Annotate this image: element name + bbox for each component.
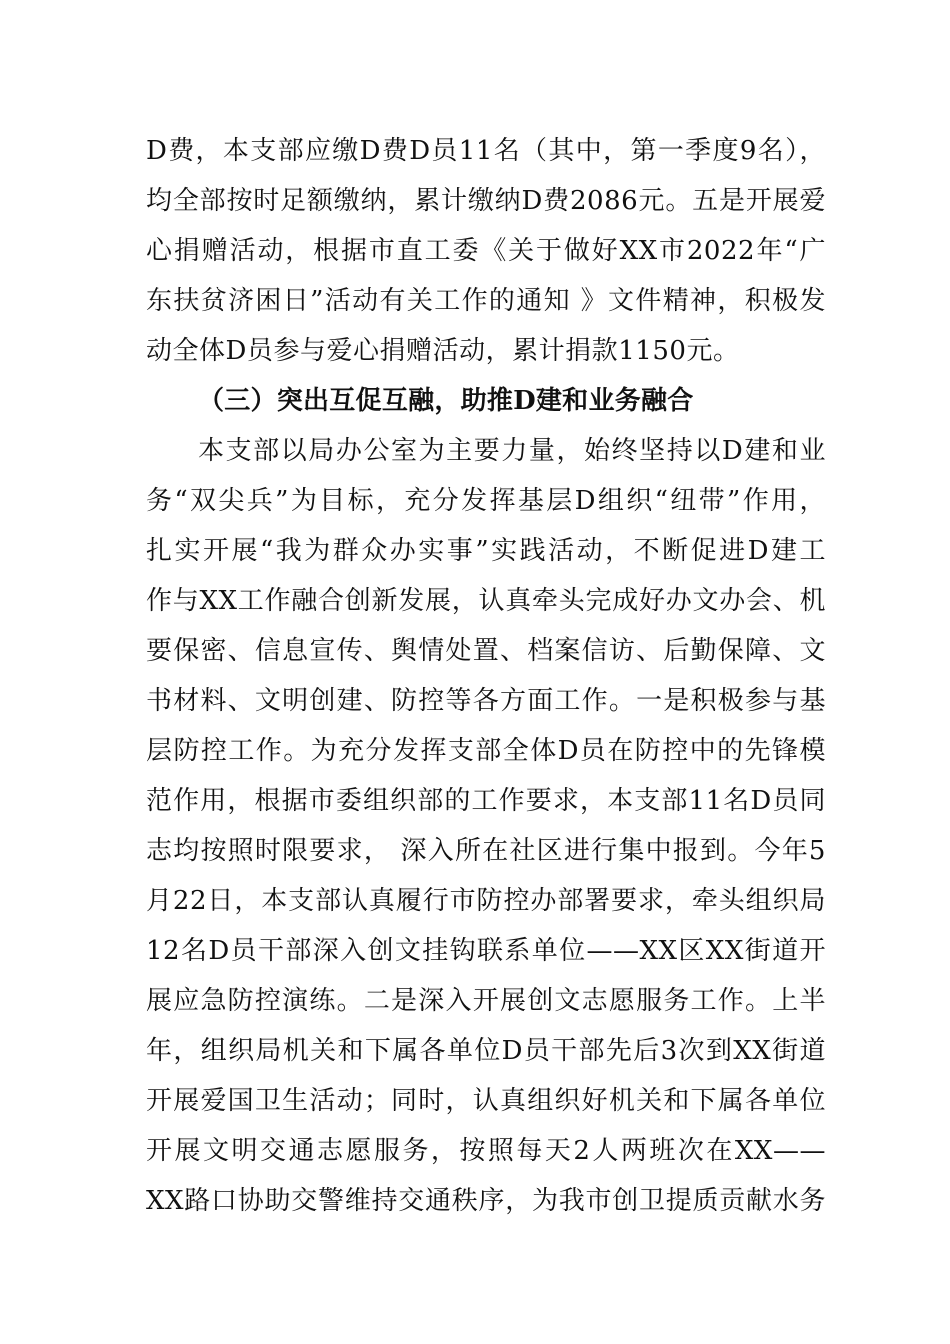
paragraph-line: 务“双尖兵”为目标，充分发挥基层D组织“纽带”作用， (146, 486, 826, 516)
paragraph-line: 展应急防控演练。二是深入开展创文志愿服务工作。上半 (146, 986, 826, 1016)
paragraph-line: 扎实开展“我为群众办实事”实践活动，不断促进D建工 (146, 536, 826, 566)
paragraph-line: 作与XX工作融合创新发展，认真牵头完成好办文办会、机 (146, 586, 826, 616)
paragraph-line: 要保密、信息宣传、舆情处置、档案信访、后勤保障、文 (146, 636, 826, 666)
paragraph-line: 层防控工作。为充分发挥支部全体D员在防控中的先锋模 (146, 736, 826, 766)
paragraph-line: 范作用，根据市委组织部的工作要求，本支部11名D员同 (146, 786, 826, 816)
paragraph-line: 开展文明交通志愿服务，按照每天2人两班次在XX—— (146, 1136, 826, 1166)
paragraph-line: D费，本支部应缴D费D员11名（其中，第一季度9名）， (146, 136, 826, 166)
paragraph-line: 12名D员干部深入创文挂钩联系单位——XX区XX街道开 (146, 936, 826, 966)
paragraph-line: 年，组织局机关和下属各单位D员干部先后3次到XX街道 (146, 1036, 826, 1066)
paragraph-line: XX路口协助交警维持交通秩序，为我市创卫提质贡献水务 (146, 1186, 826, 1216)
paragraph-line: 本支部以局办公室为主要力量，始终坚持以D建和业 (198, 436, 826, 466)
paragraph-line: 心捐赠活动，根据市直工委《关于做好XX市2022年“广 (146, 236, 826, 266)
paragraph-line: 书材料、文明创建、防控等各方面工作。一是积极参与基 (146, 686, 826, 716)
paragraph-line: 均全部按时足额缴纳，累计缴纳D费2086元。五是开展爱 (146, 186, 826, 216)
paragraph-line: 月22日，本支部认真履行市防控办部署要求，牵头组织局 (146, 886, 826, 916)
paragraph-line: 志均按照时限要求， 深入所在社区进行集中报到。今年5 (146, 836, 826, 866)
section-heading: （三）突出互促互融，助推D建和业务融合 (198, 386, 694, 416)
paragraph-line: 动全体D员参与爱心捐赠活动，累计捐款1150元。 (146, 336, 740, 366)
paragraph-line: 开展爱国卫生活动；同时，认真组织好机关和下属各单位 (146, 1086, 826, 1116)
paragraph-line: 东扶贫济困日”活动有关工作的通知 》文件精神，积极发 (146, 286, 826, 316)
